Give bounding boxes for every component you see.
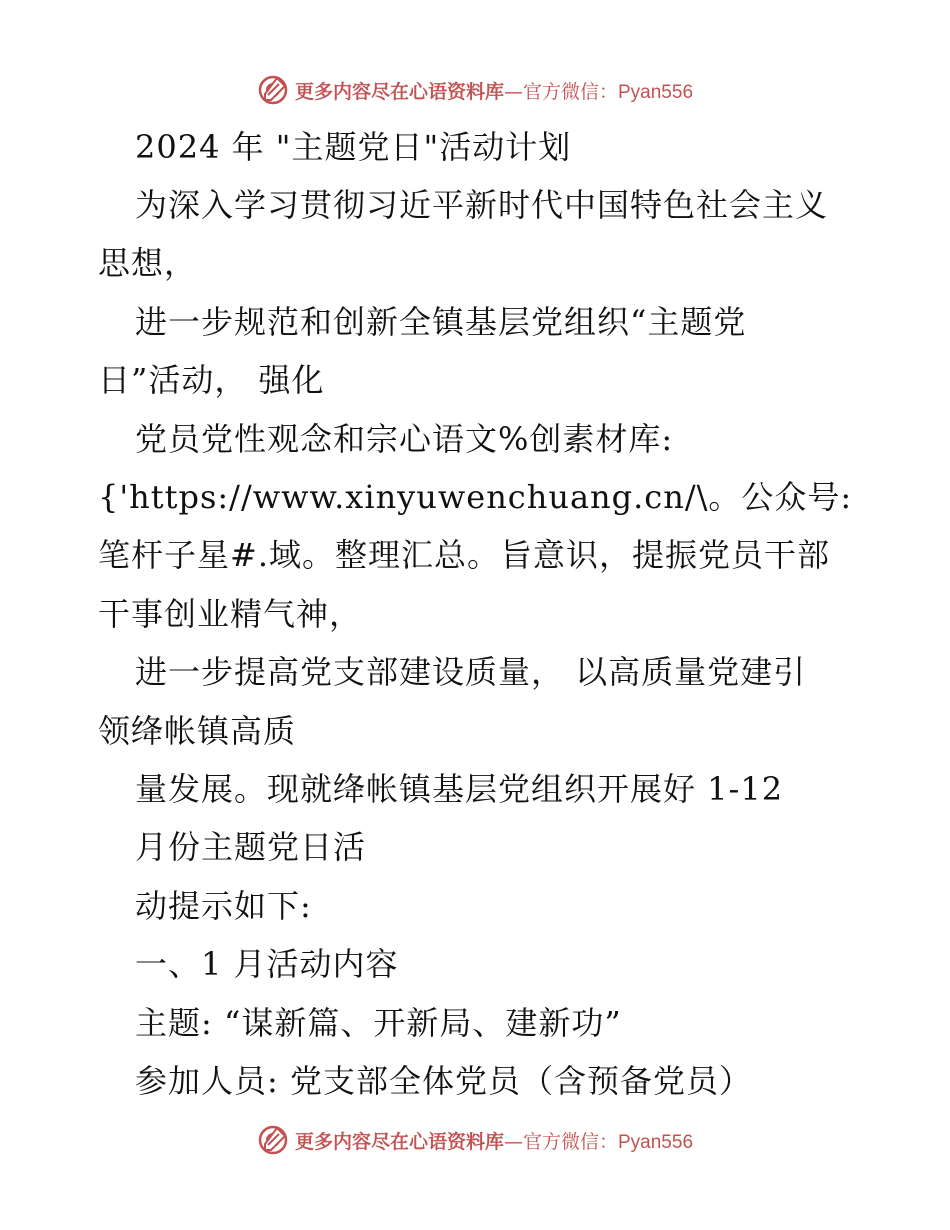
paragraph-line: 月份主题党日活: [135, 828, 367, 866]
pen-logo-icon: [257, 74, 289, 106]
paragraph-line: 日”活动， 强化: [98, 361, 325, 399]
document-title: 2024 年 "主题党日"活动计划: [135, 128, 572, 166]
watermark-separator: —: [503, 1130, 523, 1153]
paragraph-line: 量发展。现就绛帐镇基层党组织开展好 1-12: [135, 770, 784, 808]
header-watermark-banner: [0, 70, 950, 110]
watermark-text: [295, 1127, 693, 1154]
watermark-separator: —: [503, 80, 523, 103]
watermark-text: [295, 77, 693, 104]
watermark-wechat-label: 官方微信：: [522, 1130, 618, 1153]
paragraph-line: 党员党性观念和宗心语文%创素材库:: [135, 420, 674, 458]
paragraph-line: 为深入学习贯彻习近平新时代中国特色社会主义: [135, 186, 829, 224]
watermark-handle: Pyan556: [618, 81, 694, 103]
paragraph-line: 思想，: [98, 244, 198, 282]
paragraph-line: 进一步规范和创新全镇基层党组织“主题党: [135, 303, 747, 341]
watermark-wechat-label: 官方微信：: [522, 80, 618, 103]
watermark-slogan: 更多内容尽在心语资料库: [294, 80, 504, 103]
paragraph-line: 参加人员: 党支部全体党员（含预备党员）: [135, 1062, 752, 1100]
watermark-handle: Pyan556: [618, 1131, 694, 1153]
paragraph-line: 主题: “谋新篇、开新局、建新功”: [135, 1004, 622, 1042]
section-heading: 一、1 月活动内容: [135, 945, 399, 983]
watermark-slogan: 更多内容尽在心语资料库: [294, 1130, 504, 1153]
paragraph-line: 笔杆子星#.域。整理汇总。旨意识，提振党员干部: [98, 536, 830, 574]
paragraph-line: 领绛帐镇高质: [98, 712, 297, 750]
paragraph-line: 动提示如下:: [135, 887, 312, 925]
paragraph-line: 干事创业精气神，: [98, 595, 363, 633]
footer-watermark-banner: [0, 1120, 950, 1160]
paragraph-line: 进一步提高党支部建设质量， 以高质量党建引: [135, 653, 807, 691]
paragraph-line: {'https://www.xinyuwenchuang.cn/\。公众号:: [98, 478, 853, 516]
pen-logo-icon: [257, 1124, 289, 1156]
